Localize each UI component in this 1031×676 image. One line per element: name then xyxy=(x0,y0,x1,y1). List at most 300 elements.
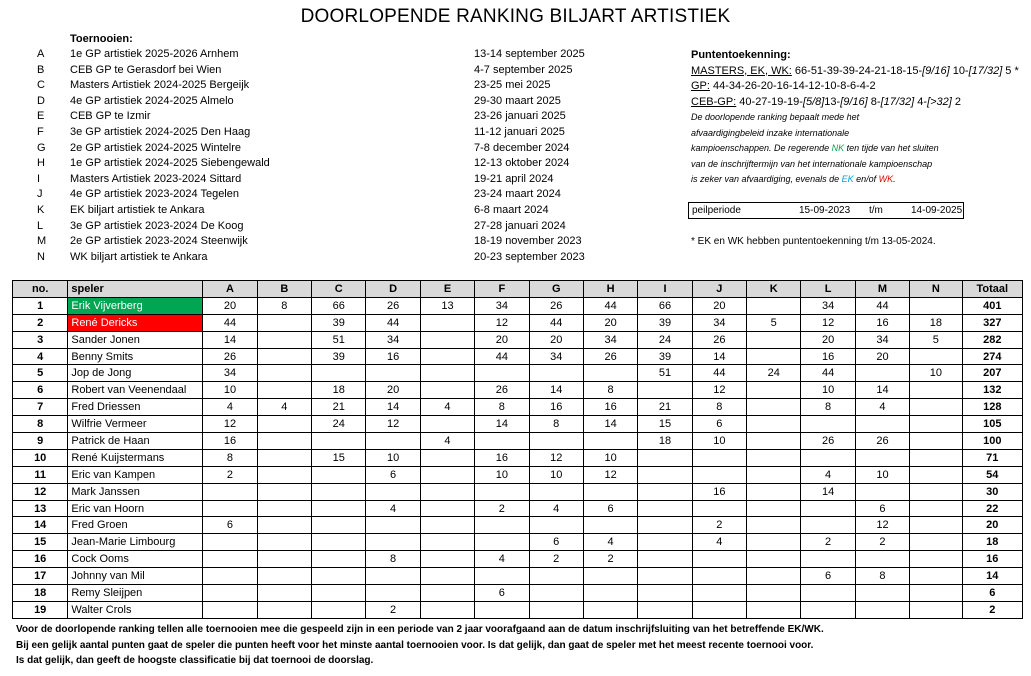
score-cell: 10 xyxy=(583,449,637,466)
score-cell xyxy=(910,433,962,450)
score-cell xyxy=(312,585,366,602)
note-line-1: De doorlopende ranking bepaalt mede het xyxy=(691,112,860,122)
score-cell: 16 xyxy=(529,399,583,416)
tournament-date: 11-12 januari 2025 xyxy=(474,126,565,138)
score-cell: 51 xyxy=(312,331,366,348)
tournament-date: 13-14 september 2025 xyxy=(474,48,585,60)
tournament-letter: J xyxy=(37,188,43,201)
player-name-cell: Fred Driessen xyxy=(68,399,203,416)
score-cell xyxy=(529,365,583,382)
ranking-table xyxy=(12,280,1023,619)
table-row xyxy=(13,534,1023,551)
player-name-cell: Jop de Jong xyxy=(68,365,203,382)
score-cell: 20 xyxy=(855,348,909,365)
score-cell xyxy=(855,601,909,618)
points-masters-values: 66-51-39-39-24-21-18-15- xyxy=(791,64,923,77)
score-cell xyxy=(420,568,474,585)
score-cell xyxy=(203,500,257,517)
rank-cell: 15 xyxy=(13,534,68,551)
score-cell xyxy=(692,466,746,483)
score-cell xyxy=(420,517,474,534)
peilperiode-to: 14-09-2025 xyxy=(911,205,963,216)
total-cell: 6 xyxy=(962,585,1022,602)
score-cell xyxy=(638,483,692,500)
tournaments-heading: Toernooien: xyxy=(70,33,133,45)
score-cell xyxy=(420,534,474,551)
rule-line-2: Bij een gelijk aantal punten gaat de speler die punten heeft voor het minste aantal toernooien voor. Is dat gelijk, dan gaat de speler met het meest recente toernooi voor. xyxy=(16,639,814,651)
score-cell xyxy=(257,551,311,568)
table-row xyxy=(13,297,1023,314)
score-cell: 10 xyxy=(529,466,583,483)
score-cell: 12 xyxy=(583,466,637,483)
score-cell xyxy=(910,585,962,602)
total-cell: 71 xyxy=(962,449,1022,466)
score-cell: 20 xyxy=(475,331,529,348)
score-cell xyxy=(910,449,962,466)
rank-cell: 14 xyxy=(13,517,68,534)
score-cell: 8 xyxy=(583,382,637,399)
score-cell xyxy=(747,433,801,450)
score-cell xyxy=(420,314,474,331)
total-cell: 14 xyxy=(962,568,1022,585)
score-cell xyxy=(855,585,909,602)
score-cell: 20 xyxy=(801,331,855,348)
table-row xyxy=(13,382,1023,399)
note-line-5a: is zeker van afvaardiging, evenals de xyxy=(691,174,842,185)
score-cell xyxy=(855,449,909,466)
points-masters-label: MASTERS, EK, WK: xyxy=(691,64,792,77)
score-cell xyxy=(203,551,257,568)
score-cell: 4 xyxy=(583,534,637,551)
score-cell: 34 xyxy=(692,314,746,331)
player-name-cell: Erik Vijverberg xyxy=(68,297,203,314)
score-cell xyxy=(747,483,801,500)
score-cell xyxy=(257,585,311,602)
score-cell: 12 xyxy=(801,314,855,331)
score-cell xyxy=(910,399,962,416)
score-cell xyxy=(257,568,311,585)
score-cell: 4 xyxy=(203,399,257,416)
score-cell xyxy=(312,365,366,382)
score-cell: 24 xyxy=(747,365,801,382)
score-cell xyxy=(475,365,529,382)
score-cell xyxy=(203,483,257,500)
rank-cell: 9 xyxy=(13,433,68,450)
tournament-name: 1e GP artistiek 2025-2026 Arnhem xyxy=(70,48,239,60)
score-cell xyxy=(801,601,855,618)
score-cell: 26 xyxy=(692,331,746,348)
column-header: A xyxy=(203,281,257,298)
total-cell: 22 xyxy=(962,500,1022,517)
total-cell: 16 xyxy=(962,551,1022,568)
score-cell xyxy=(257,433,311,450)
score-cell: 8 xyxy=(257,297,311,314)
player-name-cell: René Kuijstermans xyxy=(68,449,203,466)
score-cell xyxy=(638,500,692,517)
score-cell xyxy=(420,382,474,399)
score-cell: 26 xyxy=(366,297,420,314)
score-cell xyxy=(529,568,583,585)
tournament-date: 20-23 september 2023 xyxy=(474,250,585,263)
score-cell xyxy=(747,568,801,585)
player-name-cell: Benny Smits xyxy=(68,348,203,365)
total-cell: 20 xyxy=(962,517,1022,534)
score-cell xyxy=(583,568,637,585)
score-cell xyxy=(420,331,474,348)
score-cell xyxy=(257,466,311,483)
table-row xyxy=(13,585,1023,602)
score-cell: 20 xyxy=(366,382,420,399)
score-cell xyxy=(312,483,366,500)
tournament-date: 23-25 mei 2025 xyxy=(474,79,551,92)
table-row xyxy=(13,601,1023,618)
tournament-date: 23-26 januari 2025 xyxy=(474,110,566,123)
score-cell: 5 xyxy=(910,331,962,348)
tournament-date: 27-28 januari 2024 xyxy=(474,219,566,232)
score-cell xyxy=(257,601,311,618)
points-ceb-range3: [17/32] xyxy=(880,95,915,108)
points-masters xyxy=(691,64,1019,80)
tournament-date: 12-13 oktober 2024 xyxy=(474,157,570,170)
score-cell xyxy=(257,483,311,500)
score-cell: 34 xyxy=(801,297,855,314)
table-row xyxy=(13,399,1023,416)
table-header-row xyxy=(13,281,1023,298)
score-cell: 14 xyxy=(366,399,420,416)
score-cell xyxy=(475,568,529,585)
points-ceb xyxy=(691,95,1019,111)
rank-cell: 19 xyxy=(13,601,68,618)
score-cell xyxy=(910,500,962,517)
score-cell xyxy=(638,585,692,602)
column-header: N xyxy=(910,281,962,298)
score-cell xyxy=(312,466,366,483)
score-cell: 26 xyxy=(855,433,909,450)
tournament-name: Masters Artistiek 2023-2024 Sittard xyxy=(70,172,242,185)
tournament-letter: D xyxy=(37,94,45,107)
score-cell xyxy=(638,568,692,585)
score-cell: 6 xyxy=(583,500,637,517)
column-header: B xyxy=(257,281,311,298)
rank-cell: 10 xyxy=(13,449,68,466)
score-cell xyxy=(529,483,583,500)
tournament-letter: N xyxy=(37,250,45,263)
score-cell: 21 xyxy=(638,399,692,416)
score-cell: 12 xyxy=(855,517,909,534)
score-cell xyxy=(203,585,257,602)
note-line-3b: ten tijde van het sluiten xyxy=(844,143,939,154)
score-cell xyxy=(583,365,637,382)
score-cell xyxy=(420,601,474,618)
score-cell xyxy=(529,517,583,534)
score-cell: 8 xyxy=(855,568,909,585)
score-cell: 16 xyxy=(801,348,855,365)
table-row xyxy=(13,466,1023,483)
tournament-letter: C xyxy=(37,79,45,92)
tournament-letter: A xyxy=(37,48,45,60)
score-cell: 12 xyxy=(692,382,746,399)
score-cell xyxy=(312,601,366,618)
score-cell xyxy=(583,585,637,602)
score-cell xyxy=(366,517,420,534)
score-cell: 8 xyxy=(529,416,583,433)
score-cell: 2 xyxy=(366,601,420,618)
score-cell xyxy=(475,601,529,618)
score-cell xyxy=(747,585,801,602)
score-cell: 18 xyxy=(638,433,692,450)
total-cell: 18 xyxy=(962,534,1022,551)
score-cell: 24 xyxy=(638,331,692,348)
score-cell xyxy=(257,348,311,365)
tournament-name: Masters Artistiek 2024-2025 Bergeijk xyxy=(70,79,250,92)
tournament-letter: F xyxy=(37,126,44,138)
score-cell: 14 xyxy=(801,483,855,500)
score-cell xyxy=(910,517,962,534)
score-cell xyxy=(855,365,909,382)
score-cell xyxy=(801,500,855,517)
score-cell xyxy=(801,416,855,433)
score-cell: 4 xyxy=(366,500,420,517)
score-cell xyxy=(420,483,474,500)
table-row xyxy=(13,331,1023,348)
score-cell xyxy=(475,433,529,450)
score-cell xyxy=(583,483,637,500)
score-cell: 39 xyxy=(312,348,366,365)
score-cell xyxy=(747,534,801,551)
score-cell: 5 xyxy=(747,314,801,331)
score-cell xyxy=(801,585,855,602)
table-row xyxy=(13,517,1023,534)
rank-cell: 18 xyxy=(13,585,68,602)
player-name-cell: Patrick de Haan xyxy=(68,433,203,450)
score-cell xyxy=(257,314,311,331)
score-cell: 21 xyxy=(312,399,366,416)
score-cell xyxy=(747,517,801,534)
column-header: M xyxy=(855,281,909,298)
score-cell: 4 xyxy=(257,399,311,416)
table-row xyxy=(13,551,1023,568)
score-cell xyxy=(366,534,420,551)
rank-cell: 11 xyxy=(13,466,68,483)
column-header: no. xyxy=(13,281,68,298)
score-cell xyxy=(203,601,257,618)
tournament-date: 7-8 december 2024 xyxy=(474,141,570,154)
total-cell: 282 xyxy=(962,331,1022,348)
total-cell: 2 xyxy=(962,601,1022,618)
score-cell xyxy=(366,433,420,450)
tournament-name: 2e GP artistiek 2023-2024 Steenwijk xyxy=(70,235,248,248)
column-header: H xyxy=(583,281,637,298)
score-cell: 34 xyxy=(475,297,529,314)
tournament-name: CEB GP te Gerasdorf bei Wien xyxy=(70,63,222,76)
total-cell: 128 xyxy=(962,399,1022,416)
score-cell xyxy=(366,483,420,500)
score-cell: 34 xyxy=(366,331,420,348)
score-cell: 66 xyxy=(312,297,366,314)
score-cell xyxy=(855,416,909,433)
score-cell: 6 xyxy=(529,534,583,551)
score-cell: 16 xyxy=(366,348,420,365)
column-header: C xyxy=(312,281,366,298)
points-masters-range2: [17/32] xyxy=(968,64,1003,77)
score-cell: 44 xyxy=(801,365,855,382)
score-cell xyxy=(420,551,474,568)
rank-cell: 16 xyxy=(13,551,68,568)
score-cell xyxy=(203,534,257,551)
column-header: speler xyxy=(68,281,203,298)
score-cell: 6 xyxy=(366,466,420,483)
score-cell: 44 xyxy=(366,314,420,331)
score-cell xyxy=(420,416,474,433)
score-cell xyxy=(747,382,801,399)
score-cell: 44 xyxy=(475,348,529,365)
note-line-5b: en/of xyxy=(853,174,879,185)
tournament-name: WK biljart artistiek te Ankara xyxy=(70,250,208,263)
column-header: F xyxy=(475,281,529,298)
score-cell: 20 xyxy=(692,297,746,314)
score-cell: 20 xyxy=(583,314,637,331)
score-cell xyxy=(910,466,962,483)
score-cell xyxy=(692,551,746,568)
score-cell: 4 xyxy=(801,466,855,483)
score-cell: 26 xyxy=(203,348,257,365)
score-cell xyxy=(747,297,801,314)
tournament-date: 4-7 september 2025 xyxy=(474,63,573,76)
score-cell xyxy=(203,568,257,585)
score-cell: 44 xyxy=(855,297,909,314)
score-cell: 34 xyxy=(583,331,637,348)
total-cell: 132 xyxy=(962,382,1022,399)
score-cell: 26 xyxy=(583,348,637,365)
column-header: D xyxy=(366,281,420,298)
points-ceb-d: 4- xyxy=(914,95,928,108)
score-cell: 39 xyxy=(312,314,366,331)
player-name-cell: Mark Janssen xyxy=(68,483,203,500)
score-cell xyxy=(257,416,311,433)
score-cell xyxy=(583,517,637,534)
score-cell: 10 xyxy=(203,382,257,399)
score-cell xyxy=(638,534,692,551)
score-cell: 4 xyxy=(420,433,474,450)
score-cell: 4 xyxy=(855,399,909,416)
score-cell xyxy=(257,449,311,466)
score-cell xyxy=(475,483,529,500)
tournament-date: 29-30 maart 2025 xyxy=(474,94,561,107)
score-cell: 6 xyxy=(855,500,909,517)
score-cell: 10 xyxy=(910,365,962,382)
score-cell xyxy=(910,534,962,551)
tournament-letter: B xyxy=(37,63,45,76)
rank-cell: 6 xyxy=(13,382,68,399)
score-cell xyxy=(366,568,420,585)
score-cell: 2 xyxy=(529,551,583,568)
points-heading: Puntentoekenning: xyxy=(691,49,791,61)
score-cell: 8 xyxy=(203,449,257,466)
table-row xyxy=(13,449,1023,466)
score-cell xyxy=(638,551,692,568)
score-cell: 6 xyxy=(203,517,257,534)
player-name-cell: Fred Groen xyxy=(68,517,203,534)
score-cell: 14 xyxy=(583,416,637,433)
rank-cell: 7 xyxy=(13,399,68,416)
score-cell: 26 xyxy=(529,297,583,314)
score-cell: 6 xyxy=(475,585,529,602)
score-cell xyxy=(910,601,962,618)
tournament-name: 3e GP artistiek 2024-2025 Den Haag xyxy=(70,126,251,138)
points-ceb-range1: [5/8] xyxy=(802,95,825,108)
player-name-cell: Eric van Hoorn xyxy=(68,500,203,517)
score-cell xyxy=(257,500,311,517)
player-name-cell: Johnny van Mil xyxy=(68,568,203,585)
player-name-cell: Walter Crols xyxy=(68,601,203,618)
score-cell xyxy=(638,466,692,483)
score-cell xyxy=(583,433,637,450)
total-cell: 105 xyxy=(962,416,1022,433)
score-cell xyxy=(257,382,311,399)
score-cell xyxy=(747,500,801,517)
total-cell: 54 xyxy=(962,466,1022,483)
score-cell: 34 xyxy=(529,348,583,365)
score-cell: 4 xyxy=(692,534,746,551)
score-cell: 6 xyxy=(692,416,746,433)
score-cell: 66 xyxy=(638,297,692,314)
rank-cell: 5 xyxy=(13,365,68,382)
tournament-letter: L xyxy=(37,219,44,232)
tournament-date: 18-19 november 2023 xyxy=(474,235,582,248)
score-cell: 39 xyxy=(638,348,692,365)
note-line-3a: kampioenschappen. De regerende xyxy=(691,143,832,154)
player-name-cell: Sander Jonen xyxy=(68,331,203,348)
table-row xyxy=(13,483,1023,500)
total-cell: 401 xyxy=(962,297,1022,314)
score-cell xyxy=(475,517,529,534)
score-cell xyxy=(420,500,474,517)
table-row xyxy=(13,348,1023,365)
score-cell xyxy=(420,365,474,382)
points-ceb-e: 2 xyxy=(951,95,962,108)
peilperiode-box xyxy=(688,202,964,219)
score-cell: 2 xyxy=(475,500,529,517)
column-header: I xyxy=(638,281,692,298)
score-cell xyxy=(366,365,420,382)
table-row xyxy=(13,416,1023,433)
score-cell xyxy=(747,466,801,483)
points-masters-mid: 10- xyxy=(949,64,969,77)
column-header: E xyxy=(420,281,474,298)
rank-cell: 12 xyxy=(13,483,68,500)
table-row xyxy=(13,433,1023,450)
score-cell xyxy=(747,551,801,568)
score-cell xyxy=(910,297,962,314)
score-cell xyxy=(747,601,801,618)
note-line-3 xyxy=(691,141,939,157)
tournament-name: 4e GP artistiek 2024-2025 Almelo xyxy=(70,94,234,107)
tournament-name: 4e GP artistiek 2023-2024 Tegelen xyxy=(70,188,239,201)
page-title: DOORLOPENDE RANKING BILJART ARTISTIEK xyxy=(300,6,731,27)
score-cell xyxy=(529,601,583,618)
score-cell: 16 xyxy=(475,449,529,466)
score-cell: 14 xyxy=(692,348,746,365)
score-cell xyxy=(910,382,962,399)
score-cell xyxy=(312,568,366,585)
score-cell xyxy=(638,382,692,399)
rank-cell: 8 xyxy=(13,416,68,433)
score-cell xyxy=(529,585,583,602)
score-cell: 12 xyxy=(366,416,420,433)
score-cell: 8 xyxy=(801,399,855,416)
ek-wk-footnote: * EK en WK hebben puntentoekenning t/m 13-05-2024. xyxy=(691,236,936,247)
score-cell xyxy=(692,585,746,602)
